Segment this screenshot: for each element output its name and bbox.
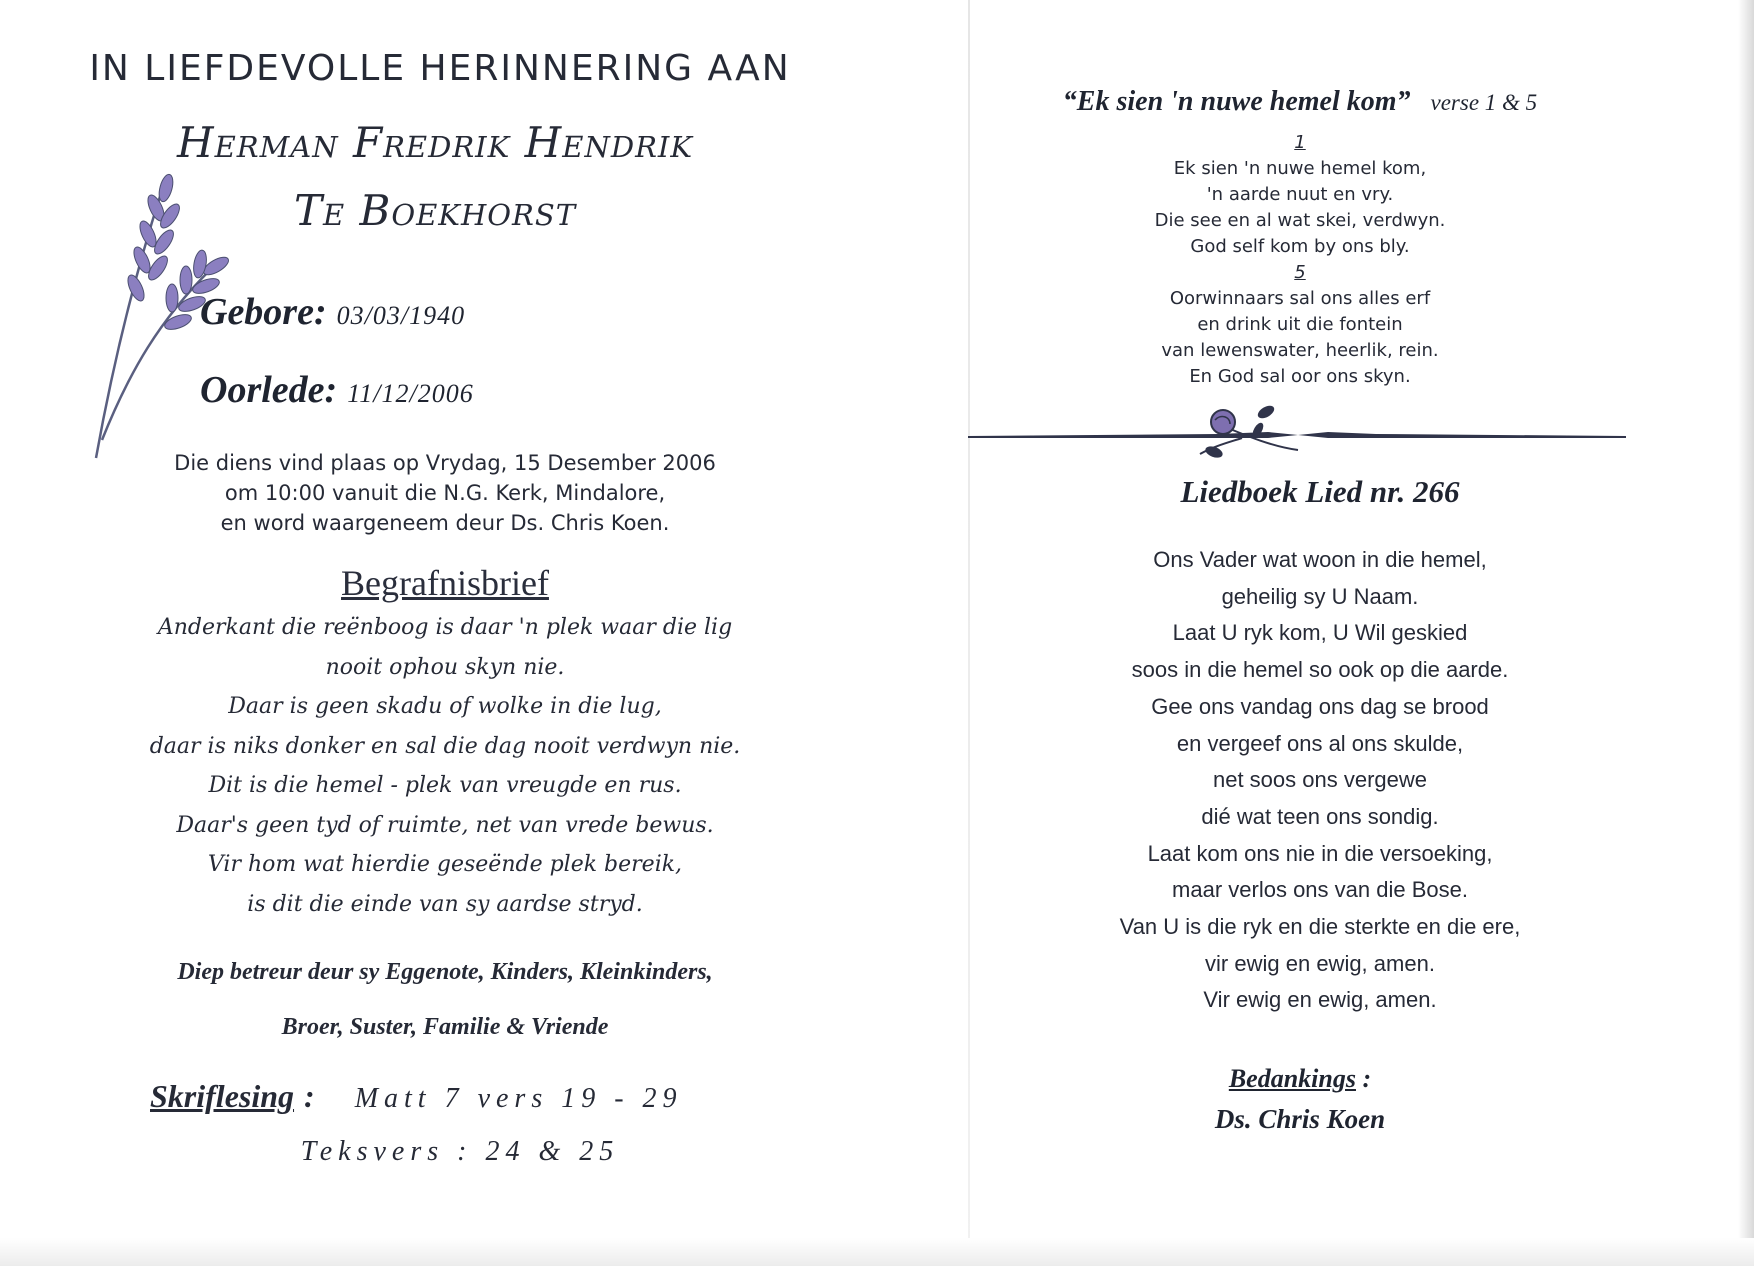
song-title: Liedboek Lied nr. 266: [1180, 474, 1460, 509]
poem-line: Vir hom wat hierdie geseënde plek bereik,: [207, 852, 683, 877]
prayer-line: Gee ons vandag ons dag se brood: [1151, 693, 1489, 719]
scan-edge-right: [1738, 0, 1754, 1266]
thanks-label: Bedankings: [1228, 1064, 1356, 1093]
mourners-line: Broer, Suster, Familie & Vriende: [281, 1014, 609, 1040]
scripture-reading: [150, 1078, 770, 1115]
hymn-line: Die see en al wat skei, verdwyn.: [1154, 210, 1446, 231]
service-line: om 10:00 vanuit die N.G. Kerk, Mindalore,: [224, 481, 666, 505]
prayer-line: dié wat teen ons sondig.: [1201, 803, 1439, 829]
prayer-line: Vir ewig en ewig, amen.: [1203, 987, 1437, 1013]
poem-line: daar is niks donker en sal die dag nooit verdwyn nie.: [149, 733, 741, 759]
hymn-title: “Ek sien 'n nuwe hemel kom”: [1062, 86, 1411, 117]
hymn-line: en drink uit die fontein: [1197, 314, 1403, 335]
prayer-line: Laat kom ons nie in die versoeking,: [1147, 840, 1493, 866]
deceased-name-line-1: Herman Fredrik Hendrik: [176, 118, 694, 167]
page-fold: [968, 0, 970, 1266]
prayer-line: soos in die hemel so ook op die aarde.: [1131, 657, 1509, 683]
poem: [90, 608, 800, 924]
service-line: Die diens vind plaas op Vrydag, 15 Desember 2006: [174, 451, 716, 475]
reading-label: Skriflesing: [150, 1078, 295, 1114]
hymn-line: 'n aarde nuut en vry.: [1206, 184, 1394, 205]
verse-number: 5: [1294, 262, 1306, 283]
died-row: [200, 368, 680, 412]
hymn-line: Ek sien 'n nuwe hemel kom,: [1173, 158, 1427, 179]
thanks-heading: [1120, 1064, 1480, 1094]
born-label: Gebore:: [200, 291, 327, 333]
hymn-title-row: [990, 86, 1610, 118]
mourners-line: Diep betreur deur sy Eggenote, Kinders, Kleinkinders,: [177, 959, 713, 985]
rose-icon: [1200, 403, 1298, 460]
hymn-line: En God sal oor ons skyn.: [1189, 366, 1411, 387]
died-date: 11/12/2006: [347, 379, 474, 408]
prayer-line: en vergeef ons al ons skulde,: [1176, 730, 1464, 756]
poem-line: is dit die einde van sy aardse stryd.: [247, 891, 643, 917]
rose-divider: [968, 402, 1626, 460]
prayer-line: Laat U ryk kom, U Wil geskied: [1172, 620, 1468, 646]
died-label: Oorlede:: [200, 369, 338, 411]
mourners: [120, 945, 770, 1055]
poem-line: Daar's geen tyd of ruimte, net van vrede bewus.: [176, 812, 714, 838]
hymn: [1100, 130, 1500, 390]
lords-prayer: [1020, 542, 1620, 1019]
prayer-line: vir ewig en ewig, amen.: [1205, 950, 1435, 976]
thanks-colon: :: [1355, 1064, 1372, 1093]
deceased-name-line-2: Te Boekhorst: [293, 186, 577, 235]
poem-line: Daar is geen skadu of wolke in die lug,: [228, 694, 662, 719]
service-line: en word waargeneem deur Ds. Chris Koen.: [220, 511, 670, 535]
hymn-line: God self kom by ons bly.: [1190, 236, 1410, 257]
thanks-name: Ds. Chris Koen: [1214, 1104, 1386, 1134]
poem-line: nooit ophou skyn nie.: [325, 654, 565, 680]
prayer-line: geheilig sy U Naam.: [1221, 583, 1419, 609]
prayer-line: maar verlos ons van die Bose.: [1172, 877, 1468, 903]
service-details: [120, 448, 770, 538]
born-row: [200, 290, 680, 334]
reading-value: Matt 7 vers 19 - 29: [354, 1083, 683, 1114]
hymn-line: van lewenswater, heerlik, rein.: [1161, 340, 1439, 361]
prayer-line: Ons Vader wat woon in die hemel,: [1153, 547, 1487, 572]
text-verse: Teksvers : 24 & 25: [300, 1136, 620, 1167]
reading-colon: :: [304, 1078, 315, 1114]
hymn-verses: verse 1 & 5: [1430, 90, 1538, 115]
memorial-heading: IN LIEFDEVOLLE HERINNERING AAN: [89, 48, 791, 89]
prayer-line: Van U is die ryk en die sterkte en die ere,: [1119, 914, 1521, 940]
letter-title: Begrafnisbrief: [341, 563, 549, 603]
scan-edge-bottom: [0, 1238, 1754, 1266]
prayer-line: net soos ons vergewe: [1212, 767, 1428, 793]
verse-number: 1: [1294, 132, 1306, 153]
hymn-line: Oorwinnaars sal ons alles erf: [1169, 288, 1431, 309]
born-date: 03/03/1940: [336, 301, 466, 330]
poem-line: Anderkant die reënboog is daar 'n plek waar die lig: [157, 615, 733, 640]
poem-line: Dit is die hemel - plek van vreugde en rus.: [208, 773, 682, 798]
